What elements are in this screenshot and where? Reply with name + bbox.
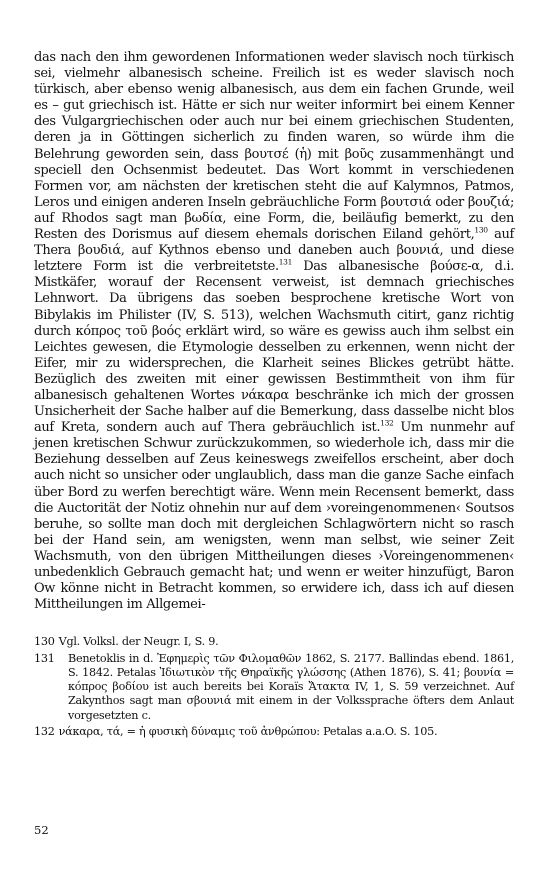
footnote-ref-130[interactable]: 130 [474, 225, 488, 235]
footnote-130 [34, 635, 514, 649]
footnote-number: 131 [34, 651, 55, 665]
footnote-text: νάκαρα, τά, = ἡ φυσικὴ δύναμις τοῦ ἀνθρώπου: Petalas a.a.O. S. 105. [58, 725, 438, 739]
footnote-131 [34, 652, 514, 723]
paragraph-part-3: Das albanesische βούσε-α, d.i. Mistkäfer, worauf der Recensent verweist, ist demnach griechisches Lehnwort. Da übrigens das soeben besprochene kretische Wort von Bibylakis im Philister (IV, S. 513), welchen Wachsmuth citirt, ganz richtig durch κόπρος τοῦ βοός erklärt wird, so wäre es gewiss auch ihm selbst ein Leichtes gewesen, die Etymologie desselben zu erkennen, wenn nicht der Eifer, mir zu widersprechen, die Klarheit seines Blickes getrübt hätte. Bezüglich des zweiten mit einer gewissen Bestimmtheit von ihm für albanesisch gehaltenen Wortes νάκαρα beschränke ich mich der grossen Unsicherheit der Sache halber auf die Bemerkung, dass dasselbe nicht blos auf Kreta, sondern auch auf Thera gebräuchlich ist. [34, 259, 514, 436]
page-number: 52 [34, 823, 49, 837]
footnote-ref-132[interactable]: 132 [380, 418, 394, 428]
paragraph-part-2: auf Thera βουδιά, auf Kythnos ebenso und daneben auch βουνιά, und diese letztere Form ist die verbreitetste. [34, 227, 515, 275]
footnote-text: Benetoklis in d. Ἐφημερὶς τῶν Φιλομαθῶν 1862, S. 2177. Ballindas ebend. 1861, S. 1842. Petalas Ἰδιωτικὸν τῆς Θηραϊκῆς γλώσσης (Athen 1876), S. 41; βουνία = κόπρος βοδίου ist auch bereits bei Koraïs Ἄτακτα IV, 1, S. 59 verzeichnet. Auf Zakynthos sagt man σβουνιά mit einem in der Volkssprache öfters dem Anlaut vorgesetzten c. [68, 651, 514, 722]
footnotes [34, 635, 514, 739]
footnote-132 [34, 725, 514, 739]
footnote-number: 130 [34, 635, 55, 649]
main-text [34, 50, 514, 613]
paragraph-part-1: das nach den ihm gewordenen Informationen weder slavisch noch türkisch sei, vielmehr albanesisch scheine. Freilich ist es weder slavisch noch türkisch, aber ebenso wenig albanesisch, aus dem ein fachen Grunde, weil es – gut griechisch ist. Hätte er sich nur weiter informirt bei einem Kenner des Vulgargriechischen oder auch nur bei einem griechischen Studenten, deren ja in Göttingen sicherlich zu finden waren, so würde ihm die Belehrung geworden sein, dass βουτσέ (ἡ) mit βοῦς zusammenhängt und speciell den Ochsenmist bedeutet. Das Wort kommt in verschiedenen Formen vor, am nächsten der kretischen steht die auf Kalymnos, Patmos, Leros und einigen anderen Inseln gebräuchliche Form βουτσιά oder βουζιά; auf Rhodos sagt man βωδία, eine Form, die, beiläufig bemerkt, zu den Resten des Dorismus auf diesem ehemals dorischen Eiland gehört, [34, 50, 514, 243]
footnote-ref-131[interactable]: 131 [278, 257, 293, 267]
paragraph-part-4: Um nunmehr auf jenen kretischen Schwur zurückzukommen, so wiederhole ich, dass mir die Beziehung desselben auf Zeus keineswegs zweifellos erscheint, aber doch auch nicht so unsicher oder unglaublich, dass man die ganze Sache einfach über Bord zu werfen berechtigt wäre. Wenn mein Recensent bemerkt, dass die Auctorität der Notiz ohnehin nur auf dem ›voreingenommenen‹ Soutsos beruhe, so sollte man doch mit dergleichen Schlagwörtern nicht so rasch bei der Hand sein, am wenigsten, wenn man selbst, wie seiner Zeit Wachsmuth, von den übrigen Mittheilungen dieses ›Voreingenommenen‹ unbedenklich Gebrauch gemacht hat; und wenn er weiter hinzufügt, Baron Ow könne nicht in Betracht kommen, so erwidere ich, dass ich auf diesen Mittheilungen im Allgemei- [34, 420, 515, 613]
footnote-text: Vgl. Volksl. der Neugr. I, S. 9. [58, 635, 219, 649]
page-content [34, 50, 514, 741]
footnote-number: 132 [34, 725, 55, 739]
